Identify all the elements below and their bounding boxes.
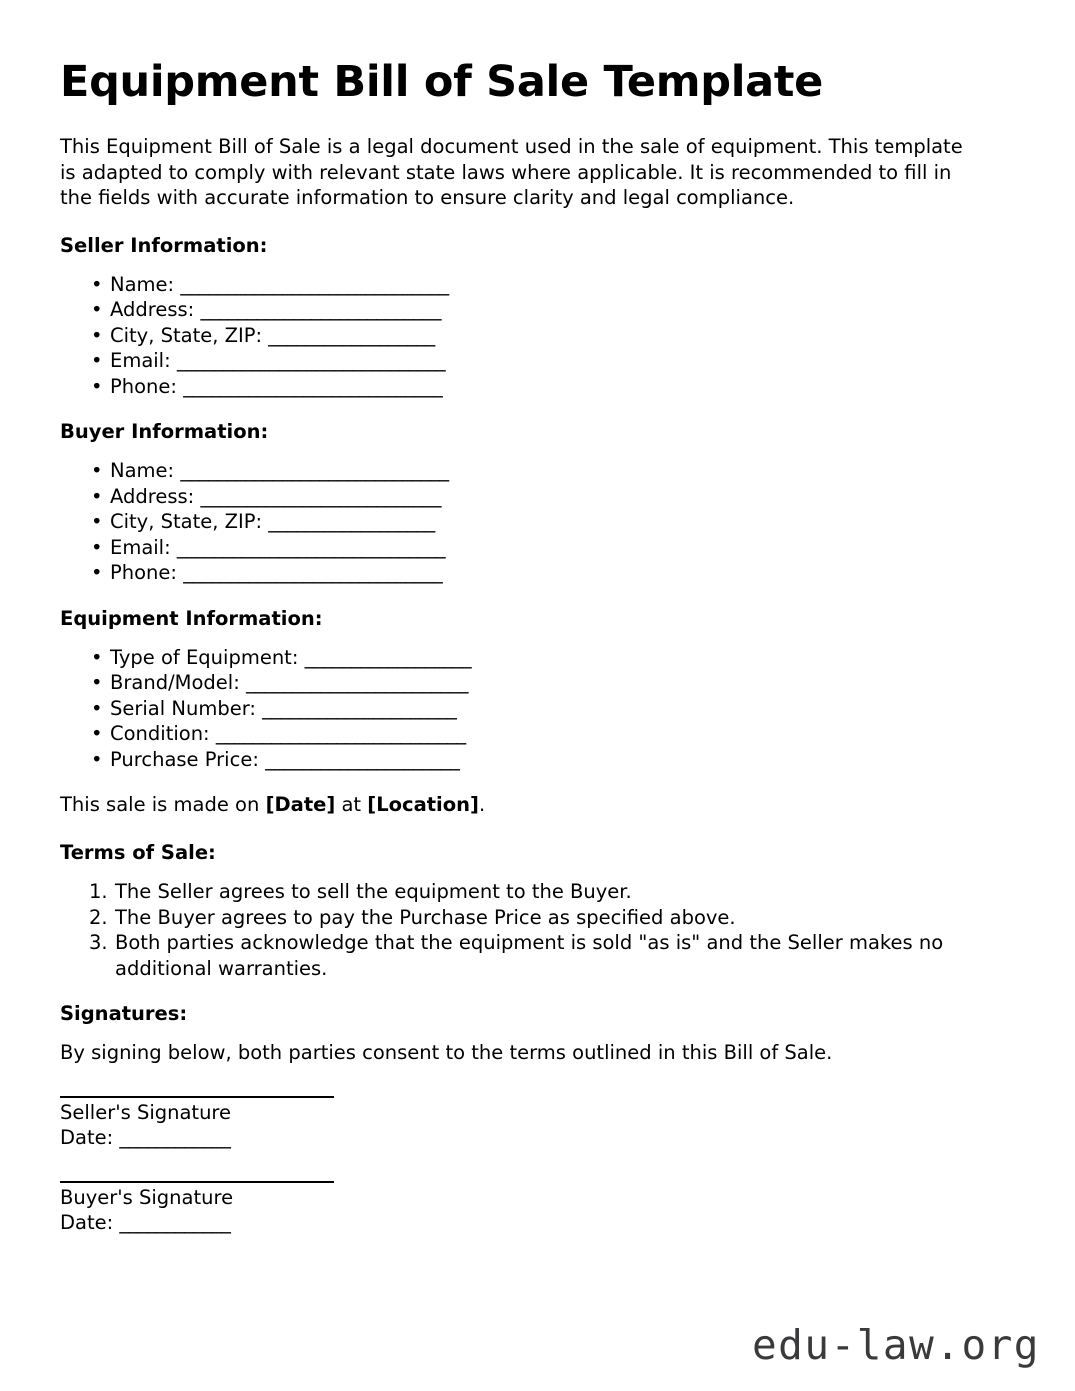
list-item bbox=[60, 297, 1015, 323]
seller-date-label: Date: bbox=[60, 1126, 114, 1150]
field-blank: __________________ bbox=[304, 645, 472, 669]
field-blank: _____________________ bbox=[265, 747, 460, 771]
seller-signature-group bbox=[60, 1096, 1015, 1151]
field-label: Serial Number: bbox=[110, 696, 256, 720]
terms-list bbox=[60, 879, 1015, 981]
list-item bbox=[60, 560, 1015, 586]
field-blank: __________________________ bbox=[200, 484, 441, 508]
field-blank: _____________________ bbox=[262, 696, 457, 720]
field-label: Condition: bbox=[110, 722, 210, 746]
list-item bbox=[60, 696, 1015, 722]
document-body bbox=[60, 58, 1015, 1266]
field-label: Address: bbox=[110, 484, 195, 508]
field-label: Purchase Price: bbox=[110, 747, 259, 771]
seller-information-heading: Seller Information: bbox=[60, 233, 268, 257]
buyer-information-heading: Buyer Information: bbox=[60, 420, 269, 444]
field-blank: _____________________________ bbox=[180, 459, 449, 483]
sale-statement-suffix: . bbox=[478, 793, 486, 817]
field-label: Phone: bbox=[110, 561, 177, 585]
list-item: The Seller agrees to sell the equipment to the Buyer. bbox=[115, 880, 632, 904]
intro-paragraph: This Equipment Bill of Sale is a legal document used in the sale of equipment. This template is adapted to comply with relevant state laws where applicable. It is recommended to fill in the fields with accurate information to ensure clarity and legal compliance. bbox=[60, 135, 963, 210]
field-blank: __________________ bbox=[268, 510, 435, 534]
signature-block bbox=[60, 1096, 1015, 1236]
terms-of-sale-heading: Terms of Sale: bbox=[60, 841, 216, 865]
equipment-information-heading: Equipment Information: bbox=[60, 606, 323, 630]
site-watermark: edu-law.org bbox=[751, 1321, 1040, 1369]
signature-consent-text: By signing below, both parties consent to the terms outlined in this Bill of Sale. bbox=[60, 1041, 833, 1065]
buyer-date-row bbox=[60, 1210, 1015, 1236]
list-item bbox=[60, 323, 1015, 349]
field-label: Name: bbox=[110, 272, 175, 296]
list-item bbox=[60, 484, 1015, 510]
buyer-signature-group bbox=[60, 1181, 1015, 1236]
field-label: Email: bbox=[110, 535, 171, 559]
field-label: City, State, ZIP: bbox=[110, 323, 263, 347]
sale-statement-prefix: This sale is made on bbox=[60, 793, 266, 817]
field-label: Name: bbox=[110, 459, 175, 483]
date-placeholder: [Date] bbox=[265, 793, 336, 817]
list-item bbox=[60, 747, 1015, 773]
buyer-field-list bbox=[60, 458, 1015, 586]
list-item bbox=[60, 645, 1015, 671]
field-blank: ___________________________ bbox=[215, 722, 466, 746]
field-label: Brand/Model: bbox=[110, 671, 240, 695]
list-item bbox=[60, 535, 1015, 561]
field-label: Phone: bbox=[110, 374, 177, 398]
seller-signature-line[interactable] bbox=[60, 1096, 334, 1098]
buyer-date-label: Date: bbox=[60, 1211, 114, 1235]
list-item bbox=[60, 348, 1015, 374]
location-placeholder: [Location] bbox=[367, 793, 479, 817]
field-blank: _____________________________ bbox=[176, 535, 446, 559]
list-item bbox=[60, 272, 1015, 298]
equipment-field-list bbox=[60, 645, 1015, 773]
seller-signature-label: Seller's Signature bbox=[60, 1100, 232, 1124]
page-title: Equipment Bill of Sale Template bbox=[60, 57, 823, 107]
field-blank: _____________________________ bbox=[176, 349, 446, 373]
field-label: City, State, ZIP: bbox=[110, 510, 263, 534]
list-item bbox=[60, 458, 1015, 484]
sale-statement-middle: at bbox=[335, 793, 368, 817]
field-blank: ____________________________ bbox=[183, 374, 443, 398]
field-blank: __________________ bbox=[268, 323, 435, 347]
list-item bbox=[60, 721, 1015, 747]
list-item: The Buyer agrees to pay the Purchase Price as specified above. bbox=[115, 905, 736, 929]
seller-date-blank[interactable]: ____________ bbox=[119, 1126, 231, 1150]
field-label: Type of Equipment: bbox=[110, 645, 299, 669]
field-blank: ________________________ bbox=[245, 671, 468, 695]
list-item: Both parties acknowledge that the equipment is sold "as is" and the Seller makes no additional warranties. bbox=[115, 931, 944, 980]
seller-date-row bbox=[60, 1125, 1015, 1151]
buyer-signature-label: Buyer's Signature bbox=[60, 1185, 234, 1209]
buyer-signature-line[interactable] bbox=[60, 1181, 334, 1183]
field-blank: _____________________________ bbox=[180, 272, 449, 296]
buyer-date-blank[interactable]: ____________ bbox=[119, 1211, 231, 1235]
field-label: Email: bbox=[110, 349, 171, 373]
list-item bbox=[60, 509, 1015, 535]
list-item bbox=[60, 670, 1015, 696]
field-blank: ____________________________ bbox=[183, 561, 443, 585]
field-label: Address: bbox=[110, 298, 195, 322]
seller-field-list bbox=[60, 272, 1015, 400]
sale-statement bbox=[60, 792, 1015, 818]
field-blank: __________________________ bbox=[200, 298, 441, 322]
list-item bbox=[60, 374, 1015, 400]
signatures-heading: Signatures: bbox=[60, 1002, 188, 1026]
